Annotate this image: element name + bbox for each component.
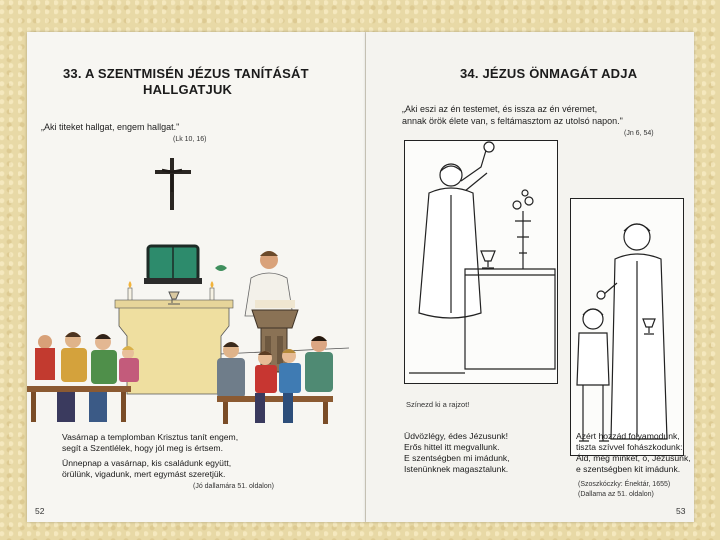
lesson-33-title-line1: 33. A SZENTMISÉN JÉZUS TANÍTÁSÁT [63, 66, 309, 81]
verse-right-line1: Azért hozzád folyamodunk, [576, 431, 680, 441]
coloring-frame-elevation [404, 140, 558, 384]
verse-right-line4: e szentségben kit imádunk. [576, 464, 681, 474]
chalice-icon [481, 251, 495, 268]
lesson-33-verse-line2: segít a Szentlélek, hogy jól meg is értsem. [62, 443, 223, 453]
left-page [27, 32, 366, 522]
verse-left-line2: Erős hittel itt megvallunk. [404, 442, 500, 452]
lesson-33-title-line2: HALLGATJUK [143, 82, 233, 97]
verse-left-line4: Istenünknek magasztalunk. [404, 464, 509, 474]
verse-left-line3: E szentségben mi imádunk, [404, 453, 510, 463]
crucifix-icon [155, 158, 191, 210]
coloring-frame-communion [570, 198, 684, 456]
verse-right-line2: tiszta szívvel fohászkodunk: [576, 442, 683, 452]
coloring-instruction: Színezd ki a rajzot! [406, 400, 470, 409]
host-icon [597, 291, 605, 299]
verse-right-line3: Áld, meg minket, ó, Jézusunk, [576, 453, 691, 463]
page-number-left: 52 [35, 506, 45, 516]
lesson-34-quote-line2: annak örök élete van, s feltámasztom az utolsó napon." [402, 116, 623, 126]
lesson-34-quote-line1: „Aki eszi az én testemet, és issza az én véremet, [402, 104, 598, 114]
right-page [366, 32, 694, 522]
lesson-33-quote: „Aki titeket hallgat, engem hallgat." [41, 122, 180, 132]
lesson-33-verse-line3: Ünnepnap a vasárnap, kis családunk együtt, [62, 458, 232, 468]
host-icon [484, 142, 494, 152]
page-number-right: 53 [676, 506, 686, 516]
lesson-34-title: 34. JÉZUS ÖNMAGÁT ADJA [460, 66, 638, 81]
mass-illustration [27, 150, 365, 432]
lesson-33-verse-line4: örülünk, vigadunk, mert egymást szeretjük. [62, 469, 226, 479]
credit-right: (Szoszkóczky: Énektár, 1655) [578, 481, 671, 488]
verse-left-line1: Üdvözlégy, édes Jézusunk! [404, 431, 508, 441]
credit-right-2: (Dallama az 51. oldalon) [578, 491, 654, 498]
lesson-33-credit: (Jó dallamára 51. oldalon) [193, 483, 274, 490]
lesson-33-verse-line1: Vasárnap a templomban Krisztus tanít engem, [62, 432, 239, 442]
lesson-34-quote-ref: (Jn 6, 54) [624, 130, 654, 137]
lesson-33-quote-ref: (Lk 10, 16) [173, 136, 207, 143]
